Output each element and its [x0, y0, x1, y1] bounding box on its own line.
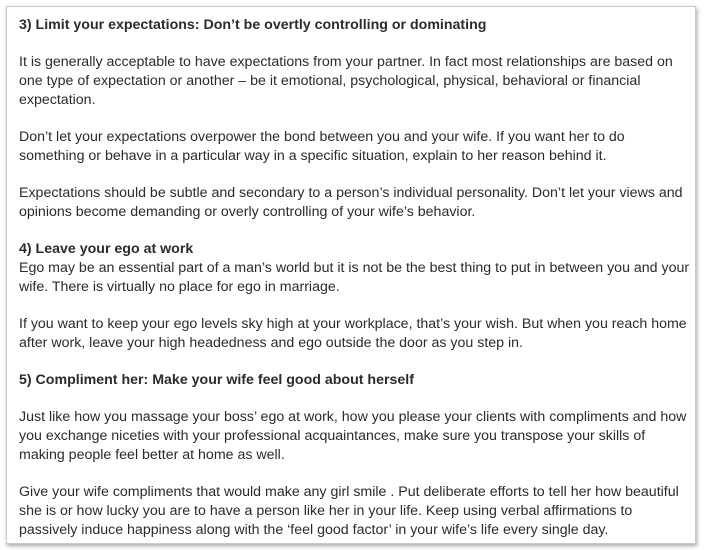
section-4-paragraph-1: Ego may be an essential part of a man’s world but it is not be the best thing to put in between you and your wife. There is virtually no place for ego in marriage. [19, 260, 690, 295]
section-4-heading: 4) Leave your ego at work [19, 241, 194, 257]
section-5-paragraph-1: Just like how you massage your boss’ ego at work, how you please your clients with compliments and how you exchange niceties with your professional acquaintances, make sure you transpose your skills of making people feel better at home as well. [19, 409, 687, 463]
article-content [19, 16, 691, 540]
section-3-heading: 3) Limit your expectations: Don’t be overtly controlling or dominating [19, 17, 487, 33]
section-3-paragraph-3: Expectations should be subtle and secondary to a person’s individual personality. Don’t let your views and opinions become demanding or overly controlling of your wife’s behavior. [19, 185, 683, 220]
article-frame [6, 6, 696, 544]
section-3-paragraph-1: It is generally acceptable to have expectations from your partner. In fact most relationships are based on one type of expectation or another – be it emotional, psychological, physical, behavioral or financial expectation. [19, 54, 673, 108]
section-5-paragraph-2: Give your wife compliments that would make any girl smile . Put deliberate efforts to tell her how beautiful she is or how lucky you are to have a person like her in your life. Keep using verbal affirmations to passively induce happiness along with the ‘feel good factor’ in your wife’s life every single day. [19, 484, 679, 538]
section-4-paragraph-2: If you want to keep your ego levels sky high at your workplace, that’s your wish. But when you reach home after work, leave your high headedness and ego outside the door as you step in. [19, 316, 687, 351]
section-3-paragraph-2: Don’t let your expectations overpower the bond between you and your wife. If you want her to do something or behave in a particular way in a specific situation, explain to her reason behind it. [19, 129, 625, 164]
section-5-heading: 5) Compliment her: Make your wife feel good about herself [19, 372, 414, 388]
